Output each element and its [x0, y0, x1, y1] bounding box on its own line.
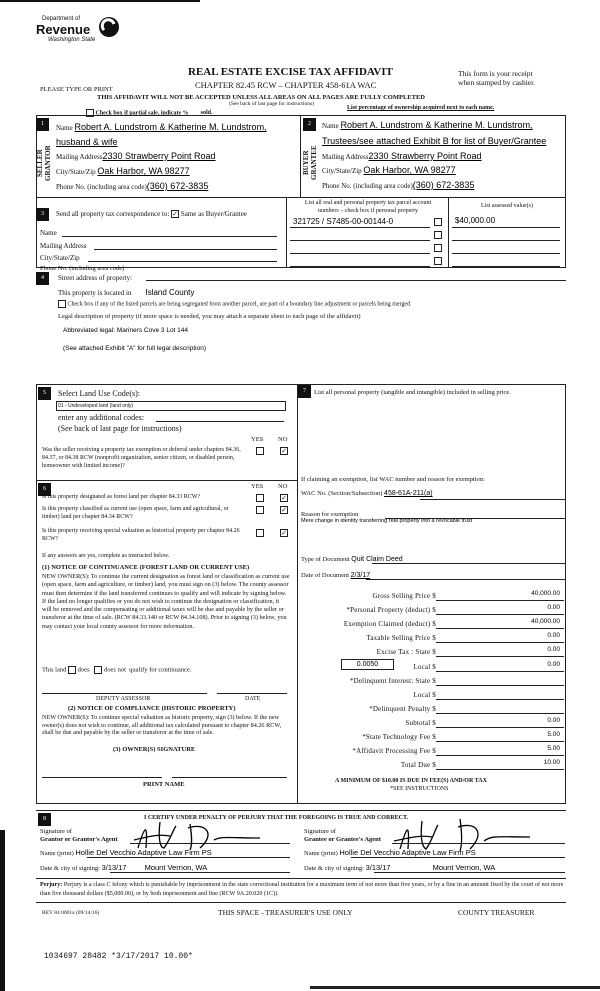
buyer-phone-row: [322, 180, 474, 190]
amount-line: [436, 769, 564, 770]
grantor-name[interactable]: Hollie Del Vecchio Adaptive Law Firm PS: [75, 848, 212, 857]
receipt-note-1: This form is your receipt: [458, 69, 533, 78]
seller-name-label: Name: [56, 124, 73, 132]
parcels-header: [290, 199, 446, 215]
amount-label: Total Due $: [400, 761, 436, 770]
no-header-5: NO: [278, 436, 288, 443]
this-land-label: This land: [42, 666, 67, 674]
qualify-label: qualify for continuance.: [129, 666, 192, 674]
amount-value[interactable]: 0.00: [547, 632, 560, 640]
amount-value[interactable]: 0.00: [547, 660, 560, 668]
current-use-no-checkbox[interactable]: ✓: [281, 506, 287, 514]
print-name-label: PRINT NAME: [143, 781, 185, 788]
personal-property-checkbox[interactable]: [434, 218, 442, 226]
wac-row: [301, 490, 433, 497]
assessed-value[interactable]: $40,000.00: [455, 216, 496, 225]
wac-label: WAC No. (Section/Subsection): [301, 490, 383, 497]
local-rate: 0.0050: [356, 661, 379, 668]
amount-value[interactable]: 0.00: [547, 604, 560, 612]
amount-line: [436, 642, 564, 643]
seller-city[interactable]: Oak Harbor, WA 98277: [97, 166, 190, 176]
grantor-name-label: Name (print): [40, 850, 74, 857]
current-use-yes-checkbox[interactable]: [256, 506, 264, 514]
scan-edge-top: [0, 0, 200, 2]
grantor-name-row: [40, 848, 212, 857]
section-8-number: 8: [38, 813, 51, 826]
street-line[interactable]: [146, 280, 566, 281]
amount-value[interactable]: 40,000.00: [531, 618, 560, 626]
does-not-label: does not: [104, 666, 126, 674]
doc-type-line: [372, 563, 565, 564]
see-instructions: *SEE INSTRUCTIONS: [390, 786, 449, 792]
seller-addr[interactable]: 2330 Strawberry Point Road: [102, 151, 216, 161]
buyer-name-label: Name: [322, 122, 339, 130]
amount-line: [436, 656, 564, 657]
doc-type-label: Type of Document: [301, 556, 350, 563]
exemption-question: Was the seller receiving a property tax exemption or deferral under chapters 84.36, 84.37, or 84.38 RCW (nonprofit organization, senior citizen, or disabled person, homeowner with limited income)?: [42, 447, 241, 469]
grantor-date-row: [40, 863, 207, 872]
additional-codes-label: enter any additional codes:: [58, 413, 144, 422]
corr-name-label: Name: [40, 229, 57, 237]
if-yes-note: If any answers are yes, complete as instructed below.: [42, 553, 170, 559]
amount-label: Excise Tax : State $: [376, 648, 436, 657]
form-title: REAL ESTATE EXCISE TAX AFFIDAVIT: [188, 66, 393, 78]
does-checkbox[interactable]: [68, 666, 76, 674]
date-label: DATE: [245, 696, 261, 702]
owner-signature-title: (3) OWNER(S) SIGNATURE: [113, 746, 196, 753]
land-use-see-back: (See back of last page for instructions): [58, 424, 182, 433]
amount-line: [436, 614, 564, 615]
please-type: PLEASE TYPE OR PRINT: [40, 86, 113, 93]
party-vdivider: [300, 115, 301, 197]
corr-addr-line[interactable]: [94, 249, 277, 250]
parcels-header-1: List all real and personal property tax parcel account: [304, 200, 432, 206]
seller-city-row: [56, 166, 190, 176]
amount-label: Local $: [413, 690, 436, 699]
owner-sig-line-1[interactable]: [42, 777, 162, 778]
yes-header-6: YES: [251, 483, 264, 490]
amount-value[interactable]: 5.00: [547, 745, 560, 753]
grantor-sig-label-2: Grantor or Grantor's Agent: [40, 836, 118, 843]
deputy-line[interactable]: [42, 693, 207, 694]
same-as-buyer-checkbox[interactable]: ✓: [172, 210, 179, 219]
notice-compliance-title: (2) NOTICE OF COMPLIANCE (HISTORIC PROPERTY): [68, 705, 236, 712]
scan-edge-bottom: [310, 986, 600, 989]
additional-codes-line[interactable]: [156, 421, 284, 422]
correspondence-row: [56, 210, 247, 218]
amount-label: Taxable Selling Price $: [366, 634, 436, 643]
perjury-text: [40, 881, 566, 898]
seller-name-row: [56, 122, 267, 132]
yes-header-5: YES: [251, 436, 264, 443]
personal-property-checkbox[interactable]: [434, 257, 442, 265]
amount-label: Exemption Claimed (deduct) $: [343, 620, 436, 629]
does-label: does: [77, 666, 90, 674]
corr-addr-label: Mailing Address: [40, 242, 87, 250]
parcels-header-2: numbers – check box if personal property: [318, 208, 418, 214]
amount-label: *Personal Property (deduct) $: [346, 606, 436, 615]
grantor-sig-label: [40, 828, 118, 844]
receipt-note-2: when stamped by cashier.: [458, 78, 536, 87]
grantee-city[interactable]: Mount Vernon, WA: [432, 863, 496, 872]
amount-value[interactable]: 10.00: [543, 759, 560, 767]
amount-line: [436, 755, 564, 756]
buyer-name-row: [322, 120, 533, 130]
lower-vdivider: [297, 384, 298, 804]
seller-addr-label: Mailing Address: [56, 153, 103, 161]
doc-type[interactable]: Quit Claim Deed: [351, 556, 403, 563]
corr-city-label: City/State/Zip: [40, 254, 80, 262]
continuance-row: [42, 666, 191, 674]
assessed-line: [452, 227, 560, 228]
historic-no-checkbox[interactable]: ✓: [281, 529, 287, 537]
exhibit-note: (See attached Exhibit "A" for full legal description): [63, 345, 206, 352]
located-row: [58, 288, 194, 297]
warning: THIS AFFIDAVIT WILL NOT BE ACCEPTED UNLESS ALL AREAS ON ALL PAGES ARE FULLY COMPLETED: [97, 94, 425, 101]
notice-continuance-text: NEW OWNER(S): To continue the current designation as forest land or classification as current use (open space, farm and agriculture, or timber) land, you must sign on (3) below. The county assessor must then determine if the land transferred continues to qualify and will indicate by signing below. If the land no longer qualifies or you do not wish to continue the designation or classification, it will be removed and the compensating or additional taxes will be due and payable by the seller or transferor at the time of sale. (RCW 84.33.140 or RCW 84.34.108). Prior to signing (3) below, you may contact your local county assessor for more information.: [42, 573, 290, 630]
grantee-date-label: Date & city of signing:: [304, 865, 364, 872]
grantee-name[interactable]: Hollie Del Vecchio Adaptive Law Firm PS: [339, 848, 476, 857]
s3-vdiv1: [286, 197, 287, 268]
current-use-question: Is this property classified as current use (open space, farm and agricultural, or timber) land per chapter 84.34 RCW?: [42, 506, 229, 520]
perjury-bottom: [36, 902, 566, 903]
seller-addr-row: [56, 151, 216, 161]
personal-property-label: List all personal property (tangible and intangible) included in selling price.: [314, 389, 511, 396]
scan-edge-left: [0, 830, 5, 991]
corr-city-line[interactable]: [88, 261, 277, 262]
amount-line: [436, 628, 564, 629]
buyer-city-label: City/State/Zip: [322, 167, 362, 175]
land-use-label: Select Land Use Code(s):: [58, 389, 140, 398]
buyer-city-row: [322, 165, 456, 175]
grantee-name-row: [304, 848, 476, 857]
same-as-buyer-label: Same as Buyer/Grantee: [180, 210, 247, 218]
parcel-line: [290, 253, 430, 254]
sold-label: sold.: [200, 110, 213, 117]
abbreviated-legal[interactable]: Abbreviated legal: Mariners Cove 3 Lot 144: [63, 327, 189, 334]
amount-line: [436, 699, 564, 700]
grantee-date-row: [304, 863, 495, 872]
logo-text-1: Department of: [42, 16, 81, 22]
historic-yes-checkbox[interactable]: [256, 529, 264, 537]
personal-property-checkbox[interactable]: [434, 231, 442, 239]
dor-logo-icon: [98, 16, 120, 38]
correspondence-label: Send all property tax correspondence to:: [56, 210, 170, 218]
logo-text-2: Revenue: [36, 22, 91, 37]
grantee-date-line: [374, 872, 565, 873]
grantor-city[interactable]: Mount Vernon, WA: [144, 863, 208, 872]
historic-question: Is this property receiving special valuation as historical property per chapter 84.26 RCW?: [42, 528, 240, 542]
segregated-row: [58, 300, 412, 308]
segregated-checkbox[interactable]: [58, 300, 66, 308]
buyer-addr[interactable]: 2330 Strawberry Point Road: [368, 151, 482, 161]
assessed-line: [452, 253, 560, 254]
amount-line: [436, 727, 564, 728]
amount-value[interactable]: 5.00: [547, 731, 560, 738]
segregated-label: Check box if any of the listed parcels are being segregated from another parcel, are part of a boundary line adjustment or parcels being merged.: [67, 301, 412, 308]
section-2-number: 2: [303, 118, 316, 131]
q5-yes-checkbox[interactable]: [256, 447, 264, 455]
legal-label: Legal description of property (if more space is needed, you may attach a separate sheet to each page of the affidavit): [58, 313, 361, 320]
wac-number[interactable]: 458-61A-211(a): [384, 490, 433, 497]
doc-date-line: [366, 579, 565, 580]
deputy-assessor-label: DEPUTY ASSESSOR: [96, 696, 151, 702]
amount-label: Local $: [413, 662, 436, 671]
land-use-select[interactable]: [56, 401, 286, 411]
amount-label: *Delinquent Interest: State $: [349, 676, 436, 685]
treasurer-use: THIS SPACE - TREASURER'S USE ONLY: [218, 908, 353, 917]
grantor-date-label: Date & city of signing:: [40, 865, 100, 872]
party-divider: [36, 197, 566, 198]
amount-line: [436, 685, 564, 686]
assessed-line: [452, 240, 560, 241]
parcel-line: [290, 240, 430, 241]
wac-line: [420, 499, 565, 500]
section-4-number: 4: [36, 272, 49, 285]
minimum-note: A MINIMUM OF $10.00 IS DUE IN FEE(S) AND/OR TAX: [335, 778, 487, 784]
grantee-name-label: Name (print): [304, 850, 338, 857]
seller-name[interactable]: Robert A. Lundstrom & Katherine M. Lundstrom,: [74, 122, 267, 132]
notice-continuance-title: (1) NOTICE OF CONTINUANCE (FOREST LAND OR CURRENT USE): [42, 564, 250, 571]
buyer-phone[interactable]: (360) 672-3835: [412, 180, 475, 190]
s8-top: [36, 810, 566, 811]
buyer-name-2[interactable]: Trustees/see attached Exhibit B for list of Buyer/Grantee: [322, 136, 547, 146]
grantee-name-line: [351, 857, 565, 858]
notice-compliance-text: NEW OWNER(S): To continue special valuation as historic property, sign (3) below. If the new owner(s) does not wish to continue, all additional tax calculated pursuant to chapter 84.26 RCW, shall be due and payable by the seller or transferor at the time of sale.: [42, 714, 282, 737]
grantee-sig-label-2: Grantee or Grantee's Agent: [304, 836, 381, 843]
grantor-date-line: [110, 872, 290, 873]
corr-name-line[interactable]: [62, 236, 277, 237]
amount-line: [436, 671, 564, 672]
see-back: (See back of last page for instructions): [229, 101, 314, 107]
parcel-line: [290, 227, 430, 228]
exemption-claim-label: If claiming an exemption, list WAC number and reason for exemption:: [301, 476, 485, 483]
grantee-date[interactable]: 3/13/17: [365, 863, 391, 872]
located-label: This property is located in: [58, 289, 132, 297]
forest-question: Is this property designated as forest land per chapter 84.33 RCW?: [42, 494, 201, 500]
perjury-label: Perjury:: [40, 882, 63, 888]
amount-value[interactable]: 40,000.00: [531, 590, 560, 597]
dor-logo: [36, 16, 126, 52]
county[interactable]: Island County: [145, 288, 195, 297]
forest-yes-checkbox[interactable]: [256, 494, 264, 502]
amount-label: *State Technology Fee $: [362, 733, 436, 741]
grantee-sig-label: [304, 828, 381, 844]
grantee-sig-label-1: Signature of: [304, 828, 336, 835]
grantor-name-line: [87, 857, 290, 858]
assessed-line: [452, 266, 560, 267]
seller-phone-row: [56, 181, 208, 191]
section-7-number: 7: [298, 385, 311, 398]
seller-side-label: SELLER GRANTOR: [36, 145, 52, 181]
chapter-line: CHAPTER 82.45 RCW – CHAPTER 458-61A WAC: [195, 80, 377, 90]
buyer-addr-row: [322, 151, 482, 161]
forest-no-checkbox[interactable]: ✓: [281, 494, 287, 502]
buyer-side-label: BUYER GRANTEE: [302, 145, 318, 181]
grantor-date[interactable]: 3/13/17: [101, 863, 127, 872]
doc-date-row: [301, 572, 370, 579]
amount-label: Subtotal $: [405, 718, 436, 727]
buyer-addr-label: Mailing Address: [322, 153, 369, 161]
section-1-number: 1: [36, 118, 49, 131]
corr-phone-label: Phone No. (including area code): [40, 265, 125, 272]
amount-line: [436, 713, 564, 714]
personal-property-checkbox[interactable]: [434, 244, 442, 252]
amount-value[interactable]: 0.00: [547, 646, 560, 654]
street-label: Street address of property:: [58, 274, 133, 282]
parcel-number[interactable]: 321725 / S7485-00-00144-0: [293, 217, 394, 226]
amount-line: [436, 741, 564, 742]
seller-name-2[interactable]: husband & wife: [56, 137, 118, 147]
amount-value[interactable]: 0.00: [547, 716, 560, 724]
does-not-checkbox[interactable]: [94, 666, 102, 674]
amount-line: [436, 600, 564, 601]
list-pct: List percentage of ownership acquired next to each name.: [347, 105, 495, 111]
doc-date-label: Date of Document: [301, 572, 350, 579]
buyer-city[interactable]: Oak Harbor, WA 98277: [363, 165, 456, 175]
no-header-6: NO: [278, 483, 288, 490]
doc-type-row: [301, 556, 403, 563]
parcel-line: [290, 266, 430, 267]
partial-sale-label: Check box if partial sale, indicate %: [95, 110, 189, 117]
perjury-top: [36, 878, 566, 879]
s3-vdiv2: [448, 197, 449, 268]
section-6-number: 6: [38, 483, 51, 496]
doc-date[interactable]: 2/3/17: [350, 572, 371, 579]
perjury-body: Perjury is a class C felony which is punishable by imprisonment in the state correctional institution for a maximum term of not more than five years, or by a fine in an amount fixed by the court of not more than five thousand dollars ($5,000.00), or by both imprisonment and fine (RCW 9A.20.020 (1C)).: [40, 882, 564, 897]
seller-phone[interactable]: (360) 672-3835: [146, 181, 209, 191]
section-3-number: 3: [36, 208, 49, 221]
rev-number: REV 84 0001a (09/14/16): [42, 910, 100, 916]
seller-city-label: City/State/Zip: [56, 168, 96, 176]
section-5-number: 5: [38, 387, 51, 400]
date-line[interactable]: [217, 693, 287, 694]
cashier-stamp: 1034697 28482 *3/17/2017 10.00*: [44, 952, 193, 961]
land-use-code: 01 - Undeveloped land (land only): [58, 403, 134, 409]
q5-no-checkbox[interactable]: ✓: [281, 447, 287, 455]
amount-label: *Affidavit Processing Fee $: [352, 747, 436, 756]
amount-label: Gross Selling Price $: [372, 592, 436, 600]
assessed-header: List assessed value(s): [481, 203, 533, 209]
certify-statement: I CERTIFY UNDER PENALTY OF PERJURY THAT THE FOREGOING IS TRUE AND CORRECT.: [144, 815, 409, 821]
seller-phone-label: Phone No. (including area code): [56, 183, 147, 191]
owner-sig-line-2[interactable]: [172, 777, 287, 778]
grantor-sig-label-1: Signature of: [40, 828, 72, 835]
exemption-reason[interactable]: Mere change in identity transferring real property into a revocable trust: [301, 518, 473, 524]
county-treasurer: COUNTY TREASURER: [458, 908, 535, 917]
logo-text-3: Washington State: [48, 37, 96, 43]
buyer-name[interactable]: Robert A. Lundstrom & Katherine M. Lundstrom,: [340, 120, 533, 130]
reason-label: Reason for exemption: [301, 511, 359, 518]
s5-s6-divider: [36, 480, 297, 481]
amount-label: *Delinquent Penalty $: [369, 704, 436, 713]
buyer-phone-label: Phone No. (including area code): [322, 182, 413, 190]
